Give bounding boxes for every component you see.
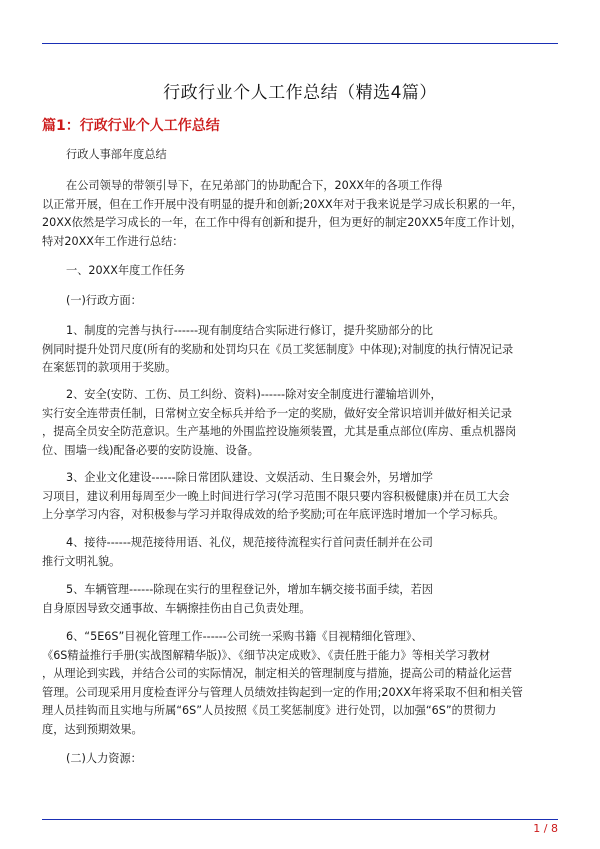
paragraph-line: 2、安全(安防、工伤、员工纠纷、资料)------除对安全制度进行灌输培训外， [66,388,442,401]
paragraph-section-1 [42,262,558,281]
paragraph-line: 在公司领导的带领引导下，在兄弟部门的协助配合下，20XX年的各项工作得 [66,179,443,192]
paragraph-item-2 [42,386,558,460]
paragraph-subsection-admin [42,292,558,311]
paragraph-line: ，提高全员安全防范意识。生产基地的外围监控设施须装置，尤其是重点部位(库房、重点机器岗 [42,425,517,438]
paragraph-line: 20XX依然是学习成长的一年，在工作中得有创新和提升，但为更好的制定20XX5年度工作计划， [42,216,523,229]
subtitle: 行政人事部年度总结 [66,148,167,161]
paragraph-line: 管理。公司现采用月度检查评分与管理人员绩效挂钩起到一定的作用;20XX年将采取不但和相关管 [42,685,523,699]
subtitle-block [42,146,558,165]
paragraph-item-6 [42,628,558,739]
paragraph-line: 实行安全连带责任制，日常树立安全标兵并给予一定的奖励，做好安全常识培训并做好相关记录 [42,406,512,420]
paragraph-line: 度，达到预期效果。 [42,722,143,736]
paragraph-line: 理人员挂钩而且实地与所属“6S”人员按照《员工奖惩制度》进行处罚，以加强“6S”的贯彻力 [42,704,497,717]
paragraph-line: 1、制度的完善与执行------现有制度结合实际进行修订，提升奖励部分的比 [66,324,433,337]
paragraph-line: 《6S精益推行手册(实战图解精华版)》、《细节决定成败》、《责任胜于能力》等相关学习教材 [42,648,491,662]
paragraph-line: 一、20XX年度工作任务 [66,264,186,277]
header-rule [42,43,558,44]
paragraph-item-1 [42,322,558,378]
section-heading: 篇1：行政行业个人工作总结 [42,118,220,134]
paragraph-line: (二)人力资源： [66,752,142,765]
paragraph-line: 特对20XX年工作进行总结： [42,234,184,248]
paragraph-line: ，从理论到实践，并结合公司的实际情况，制定相关的管理制度与措施，提高公司的精益化运营 [42,667,512,680]
paragraph-line: 推行文明礼貌。 [42,554,121,568]
paragraph-subsection-hr [42,750,558,769]
paragraph-line: 3、企业文化建设------除日常团队建设、文娱活动、生日聚会外，另增加学 [66,471,433,484]
paragraph-line: 位、围墙一线)配备必要的安防设施、设备。 [42,443,259,457]
paragraph-line: 4、接待------规范接待用语、礼仪，规范接待流程实行首问责任制并在公司 [66,536,433,549]
paragraph-line: 自身原因导致交通事故、车辆擦挂伤由自己负责处理。 [42,601,311,615]
paragraph-line: 在案惩罚的款项用于奖励。 [42,361,177,374]
document-title: 行政行业个人工作总结（精选4篇） [163,83,437,103]
paragraph-line: 5、车辆管理------除现在实行的里程登记外，增加车辆交接书面手续，若因 [66,583,433,596]
paragraph-line: 习项目，建议利用每周至少一晚上时间进行学习(学习范围不限只要内容积极健康)并在员工大会 [42,489,510,503]
paragraph-line: 以正常开展，但在工作开展中没有明显的提升和创新;20XX年对于我来说是学习成长积累的一年， [42,197,523,211]
footer-rule [42,819,558,820]
paragraph-item-4 [42,534,558,571]
paragraph-intro [42,177,558,251]
paragraph-item-3 [42,469,558,525]
paragraph-line: (一)行政方面： [66,294,142,307]
paragraph-line: 6、“5E6S”目视化管理工作------公司统一采购书籍《目视精细化管理》、 [66,630,423,643]
page-indicator: 1 / 8 [533,822,558,835]
paragraph-line: 上分享学习内容，对积极参与学习并取得成效的给予奖励;可在年底评选时增加一个学习标兵。 [42,508,505,521]
paragraph-item-5 [42,581,558,618]
paragraph-line: 例同时提升处罚尺度(所有的奖励和处罚均只在《员工奖惩制度》中体现);对制度的执行情况记录 [42,342,514,356]
